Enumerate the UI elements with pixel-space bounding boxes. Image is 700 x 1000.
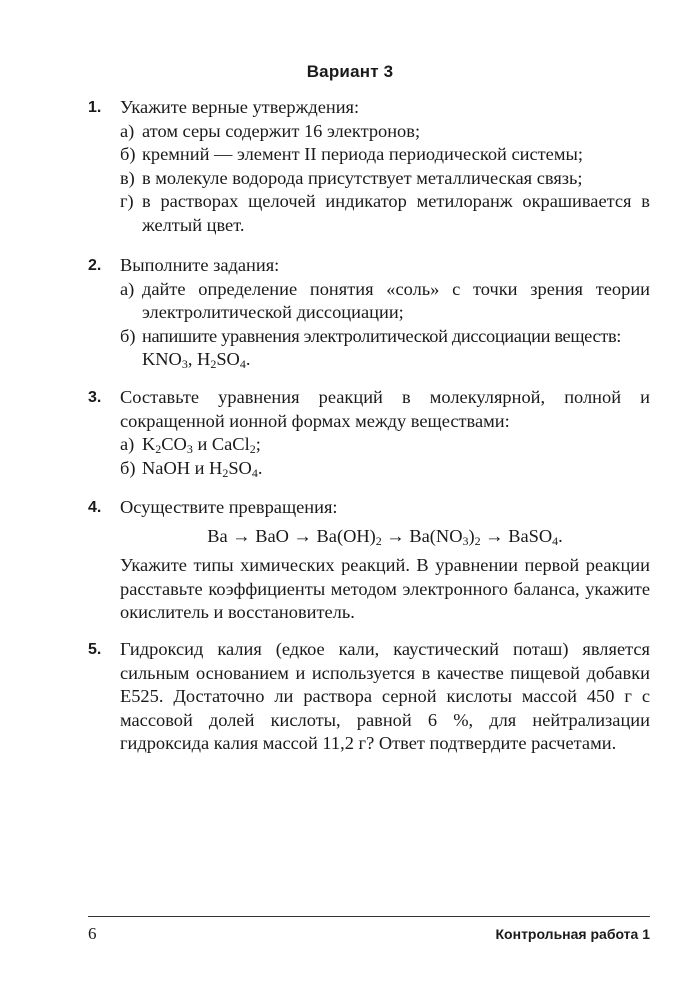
item-marker: б) bbox=[120, 325, 136, 346]
item-marker: а) bbox=[120, 120, 135, 141]
item-marker: а) bbox=[120, 278, 135, 299]
formula: $K_2CO_3$ и CaCl$_2$; bbox=[142, 434, 261, 456]
task-intro: Укажите верные утверждения: bbox=[120, 97, 360, 117]
page-number: 6 bbox=[88, 924, 97, 943]
item-marker: г) bbox=[120, 191, 134, 211]
item-marker: а) bbox=[120, 434, 135, 454]
task-2 bbox=[88, 254, 650, 372]
item-text: кремний — элемент II периода периодической системы; bbox=[142, 144, 583, 164]
task-item bbox=[120, 433, 650, 457]
page-title: Вариант 3 bbox=[306, 62, 394, 81]
task-item bbox=[120, 143, 650, 167]
task-item bbox=[120, 278, 650, 325]
task-item bbox=[120, 120, 650, 144]
task-1 bbox=[88, 96, 650, 237]
formula: $KNO_3$, $H_2SO_4$. bbox=[142, 349, 251, 371]
formula: NaOH и $H_2SO_4$. bbox=[142, 457, 263, 480]
item-text: дайте определение понятия «соль» с точки зрения теории электролитической диссоциации; bbox=[142, 278, 650, 322]
item-text: напишите уравнения электролитической диссоциации веществ: bbox=[142, 325, 622, 346]
task-item bbox=[120, 190, 650, 237]
task-3 bbox=[88, 386, 650, 480]
item-text: атом серы содержит 16 электронов; bbox=[142, 120, 421, 141]
task-number: 5. bbox=[88, 641, 102, 658]
reaction-scheme: Ba → BaO → $Ba(OH)_2 \to Ba(NO_3)_2$ → BaSO$_4$. bbox=[207, 525, 563, 548]
task-intro: Осуществите превращения: bbox=[120, 497, 338, 517]
item-marker: б) bbox=[120, 457, 136, 478]
task-number: 2. bbox=[88, 257, 102, 274]
task-4 bbox=[88, 496, 650, 625]
task-text: Укажите типы химических реакций. В уравнении первой реакции расставьте коэффициенты методом электронного баланса, укажите окислитель и восстановитель. bbox=[120, 555, 650, 622]
item-text: в молекуле водорода присутствует металлическая связь; bbox=[142, 167, 583, 188]
task-5 bbox=[88, 638, 650, 756]
item-marker: в) bbox=[120, 167, 135, 188]
task-intro: Составьте уравнения реакций в молекулярной, полной и сокращенной ионной формах между веществами: bbox=[120, 387, 650, 431]
task-item bbox=[120, 167, 650, 191]
footer-divider bbox=[88, 916, 650, 917]
running-footer-title: Контрольная работа 1 bbox=[495, 926, 650, 942]
item-marker: б) bbox=[120, 144, 136, 164]
task-number: 4. bbox=[88, 499, 102, 516]
task-intro: Выполните задания: bbox=[120, 255, 280, 275]
task-number: 1. bbox=[88, 99, 102, 116]
task-text: Гидроксид калия (едкое кали, каустический поташ) является сильным основанием и используется в качестве пищевой добавки Е525. Достаточно ли раствора серной кислоты массой 450 г с массовой долей кислоты, равной 6 %, для нейтрализации гидроксида калия массой 11,2 г? Ответ подтвердите расчетами. bbox=[120, 639, 650, 753]
task-number: 3. bbox=[88, 389, 102, 406]
task-item bbox=[120, 325, 650, 372]
item-text: в растворах щелочей индикатор метилоранж окрашивается в желтый цвет. bbox=[142, 191, 650, 235]
task-item bbox=[120, 457, 650, 481]
